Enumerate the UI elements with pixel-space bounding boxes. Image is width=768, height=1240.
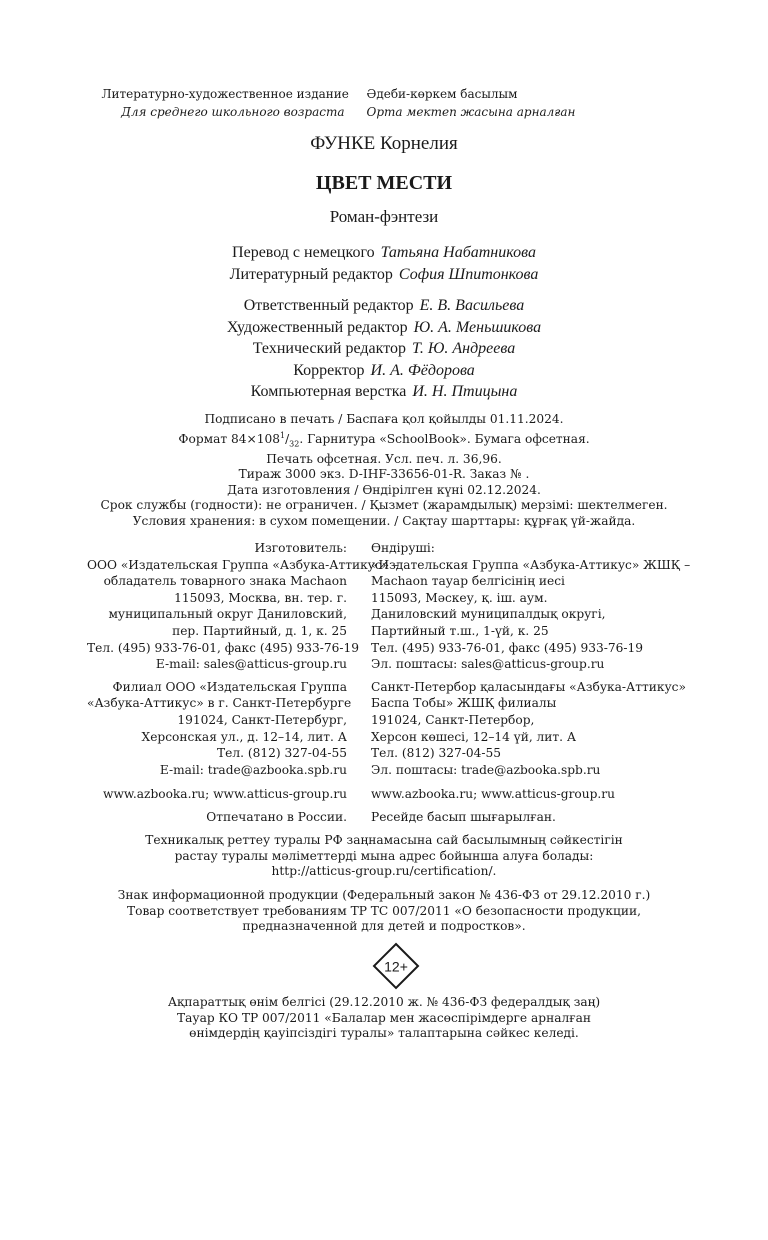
certification-notice bbox=[0, 833, 768, 880]
storage-conditions: Условия хранения: в сухом помещении. / Сақтау шарттары: құрғақ үй-жайда. bbox=[132, 514, 636, 529]
credits-staff bbox=[0, 295, 768, 403]
branch-email: Эл. поштасы: trade@azbooka.spb.ru bbox=[371, 762, 601, 777]
credit-line bbox=[0, 295, 768, 317]
branch-email: E-mail: trade@azbooka.spb.ru bbox=[159, 762, 347, 777]
maker-line: Даниловский муниципалдық округі, bbox=[371, 607, 606, 622]
edition-type-kz: Әдеби-көркем басылым bbox=[366, 87, 518, 101]
branch-line: Баспа Тобы» ЖШҚ филиалы bbox=[371, 696, 557, 711]
printed-in: Ресейде басып шығарылған. bbox=[371, 809, 556, 824]
credit-name: Т. Ю. Андреева bbox=[411, 340, 516, 357]
printed-in: Отпечатано в России. bbox=[206, 809, 347, 824]
branch-line: Тел. (812) 327-04-55 bbox=[217, 746, 347, 761]
cert-url: http://atticus-group.ru/certification/. bbox=[271, 864, 497, 879]
format-denominator: 32 bbox=[289, 439, 300, 449]
maker-line: 115093, Мәскеу, қ. іш. аум. bbox=[371, 590, 548, 605]
age-group-kz: Орта мектеп жасына арналған bbox=[366, 104, 576, 119]
maker-line: Партийный т.ш., 1-үй, к. 25 bbox=[371, 623, 549, 638]
credit-line bbox=[0, 242, 768, 264]
book-title: ЦВЕТ МЕСТИ bbox=[315, 172, 453, 194]
branch-line: Херсон көшесі, 12–14 үй, лит. А bbox=[371, 729, 577, 744]
credit-line bbox=[0, 338, 768, 360]
maker-line: пер. Партийный, д. 1, к. 25 bbox=[172, 623, 347, 638]
credit-role: Ответственный редактор bbox=[243, 297, 414, 314]
maker-line: 115093, Москва, вн. тер. г. bbox=[174, 590, 347, 605]
maker-email: Эл. поштасы: sales@atticus-group.ru bbox=[371, 657, 605, 672]
maker-line: Тел. (495) 933-76-01, факс (495) 933-76-19 bbox=[371, 640, 644, 655]
credit-role: Художественный редактор bbox=[226, 318, 408, 336]
website-links: www.azbooka.ru; www.atticus-group.ru bbox=[103, 787, 347, 802]
format-size: Формат 84×108 bbox=[178, 431, 280, 446]
branch-line: Санкт-Петербор қаласындағы «Азбука-Аттикус» bbox=[371, 679, 686, 694]
format-line: Формат $84\times 108^1/_{32}$. Гарнитура «SchoolBook». Бумага офсетная. bbox=[178, 430, 590, 449]
branch-line: Херсонская ул., д. 12–14, лит. А bbox=[141, 729, 347, 744]
maker-line: Machaon тауар белгісінің иесі bbox=[371, 574, 565, 589]
maker-line: ООО «Издательская Группа «Азбука-Аттикус» – bbox=[87, 557, 400, 572]
publisher-kz bbox=[359, 540, 691, 826]
credit-name: Ю. А. Меньшикова bbox=[413, 318, 542, 336]
format-typeface: . Гарнитура «SchoolBook». Бумага офсетная. bbox=[299, 431, 590, 446]
credit-name: И. А. Фёдорова bbox=[370, 361, 475, 379]
credits-translation bbox=[0, 242, 768, 285]
printing-type: Печать офсетная. Усл. печ. л. 36,96. bbox=[266, 451, 502, 466]
branch-line: 191024, Санкт-Петербор, bbox=[371, 712, 535, 727]
cert-line: растау туралы мәліметтерді мына адрес бойынша алуға болады: bbox=[174, 848, 594, 863]
print-details bbox=[0, 412, 768, 530]
book-author: ФУНКЕ Корнелия bbox=[310, 133, 458, 154]
law-line: предназначенной для детей и подростков». bbox=[242, 919, 526, 934]
maker-line: Тел. (495) 933-76-01, факс (495) 933-76-19 bbox=[87, 640, 360, 655]
edition-type-ru: Литературно-художественное издание bbox=[101, 87, 349, 101]
maker-label: Изготовитель: bbox=[254, 541, 347, 555]
credit-role: Перевод с немецкого bbox=[232, 244, 375, 261]
credit-name: Е. В. Васильева bbox=[419, 297, 525, 314]
credit-name: Татьяна Набатникова bbox=[380, 244, 536, 261]
kz-line: өнімдердің қауіпсіздігі туралы» талаптарына сәйкес келеді. bbox=[189, 1026, 579, 1041]
credit-role: Компьютерная верстка bbox=[250, 383, 407, 400]
print-run: Тираж 3000 экз. D-IHF-33656-01-R. Заказ № . bbox=[238, 467, 530, 482]
edition-labels-kz bbox=[356, 86, 667, 121]
website-links: www.azbooka.ru; www.atticus-group.ru bbox=[371, 787, 615, 802]
credit-role: Литературный редактор bbox=[229, 265, 393, 283]
credit-name: София Шпитонкова bbox=[398, 265, 539, 283]
edition-labels bbox=[0, 86, 768, 121]
maker-line: обладатель товарного знака Machaon bbox=[103, 574, 347, 589]
credit-name: И. Н. Птицына bbox=[412, 383, 518, 400]
credit-line bbox=[0, 360, 768, 382]
maker-line: «Издательская Группа «Азбука-Аттикус» ЖШҚ – bbox=[371, 557, 691, 572]
maker-line: муниципальный округ Даниловский, bbox=[108, 607, 347, 622]
law-line: Знак информационной продукции (Федеральный закон № 436-ФЗ от 29.12.2010 г.) bbox=[117, 888, 651, 902]
branch-line: Филиал ООО «Издательская Группа bbox=[112, 679, 347, 694]
book-genre: Роман-фэнтези bbox=[329, 207, 439, 226]
law-notice bbox=[0, 888, 768, 935]
branch-line: «Азбука-Аттикус» в г. Санкт-Петербурге bbox=[87, 696, 352, 711]
publisher-info bbox=[0, 540, 768, 826]
age-rating-text: 12+ bbox=[384, 958, 408, 975]
edition-labels-ru bbox=[102, 86, 356, 121]
signed-date: Подписано в печать / Баспаға қол қойылды 01.11.2024. bbox=[204, 412, 564, 426]
kz-line: Тауар КО ТР 007/2011 «Балалар мен жасөспірімдерге арналған bbox=[177, 1010, 591, 1025]
credit-role: Корректор bbox=[293, 361, 365, 379]
credit-role: Технический редактор bbox=[252, 340, 406, 357]
kz-line: Ақпараттық өнім белгісі (29.12.2010 ж. № 436-ФЗ федералдық заң) bbox=[167, 995, 601, 1009]
maker-label: Өндіруші: bbox=[371, 541, 435, 555]
credit-line bbox=[0, 381, 768, 403]
maker-email: E-mail: sales@atticus-group.ru bbox=[155, 657, 347, 672]
kz-notice bbox=[0, 995, 768, 1042]
credit-line bbox=[0, 317, 768, 339]
age-rating-badge bbox=[372, 942, 420, 990]
age-group-ru: Для среднего школьного возраста bbox=[121, 104, 345, 119]
cert-line: Техникалық реттеу туралы РФ заңнамасына сай басылымның сәйкестігін bbox=[145, 833, 623, 847]
format-numerator: 1 bbox=[279, 430, 286, 440]
branch-line: Тел. (812) 327-04-55 bbox=[371, 746, 501, 761]
branch-line: 191024, Санкт-Петербург, bbox=[177, 712, 347, 727]
credit-line bbox=[0, 264, 768, 286]
service-life: Срок службы (годности): не ограничен. / Қызмет (жарамдылық) мерзімі: шектелмеген. bbox=[100, 498, 668, 513]
law-line: Товар соответствует требованиям ТР ТС 007/2011 «О безопасности продукции, bbox=[126, 903, 641, 918]
publisher-ru bbox=[87, 540, 400, 826]
manufacture-date: Дата изготовления / Өндірілген күні 02.12.2024. bbox=[227, 482, 541, 497]
